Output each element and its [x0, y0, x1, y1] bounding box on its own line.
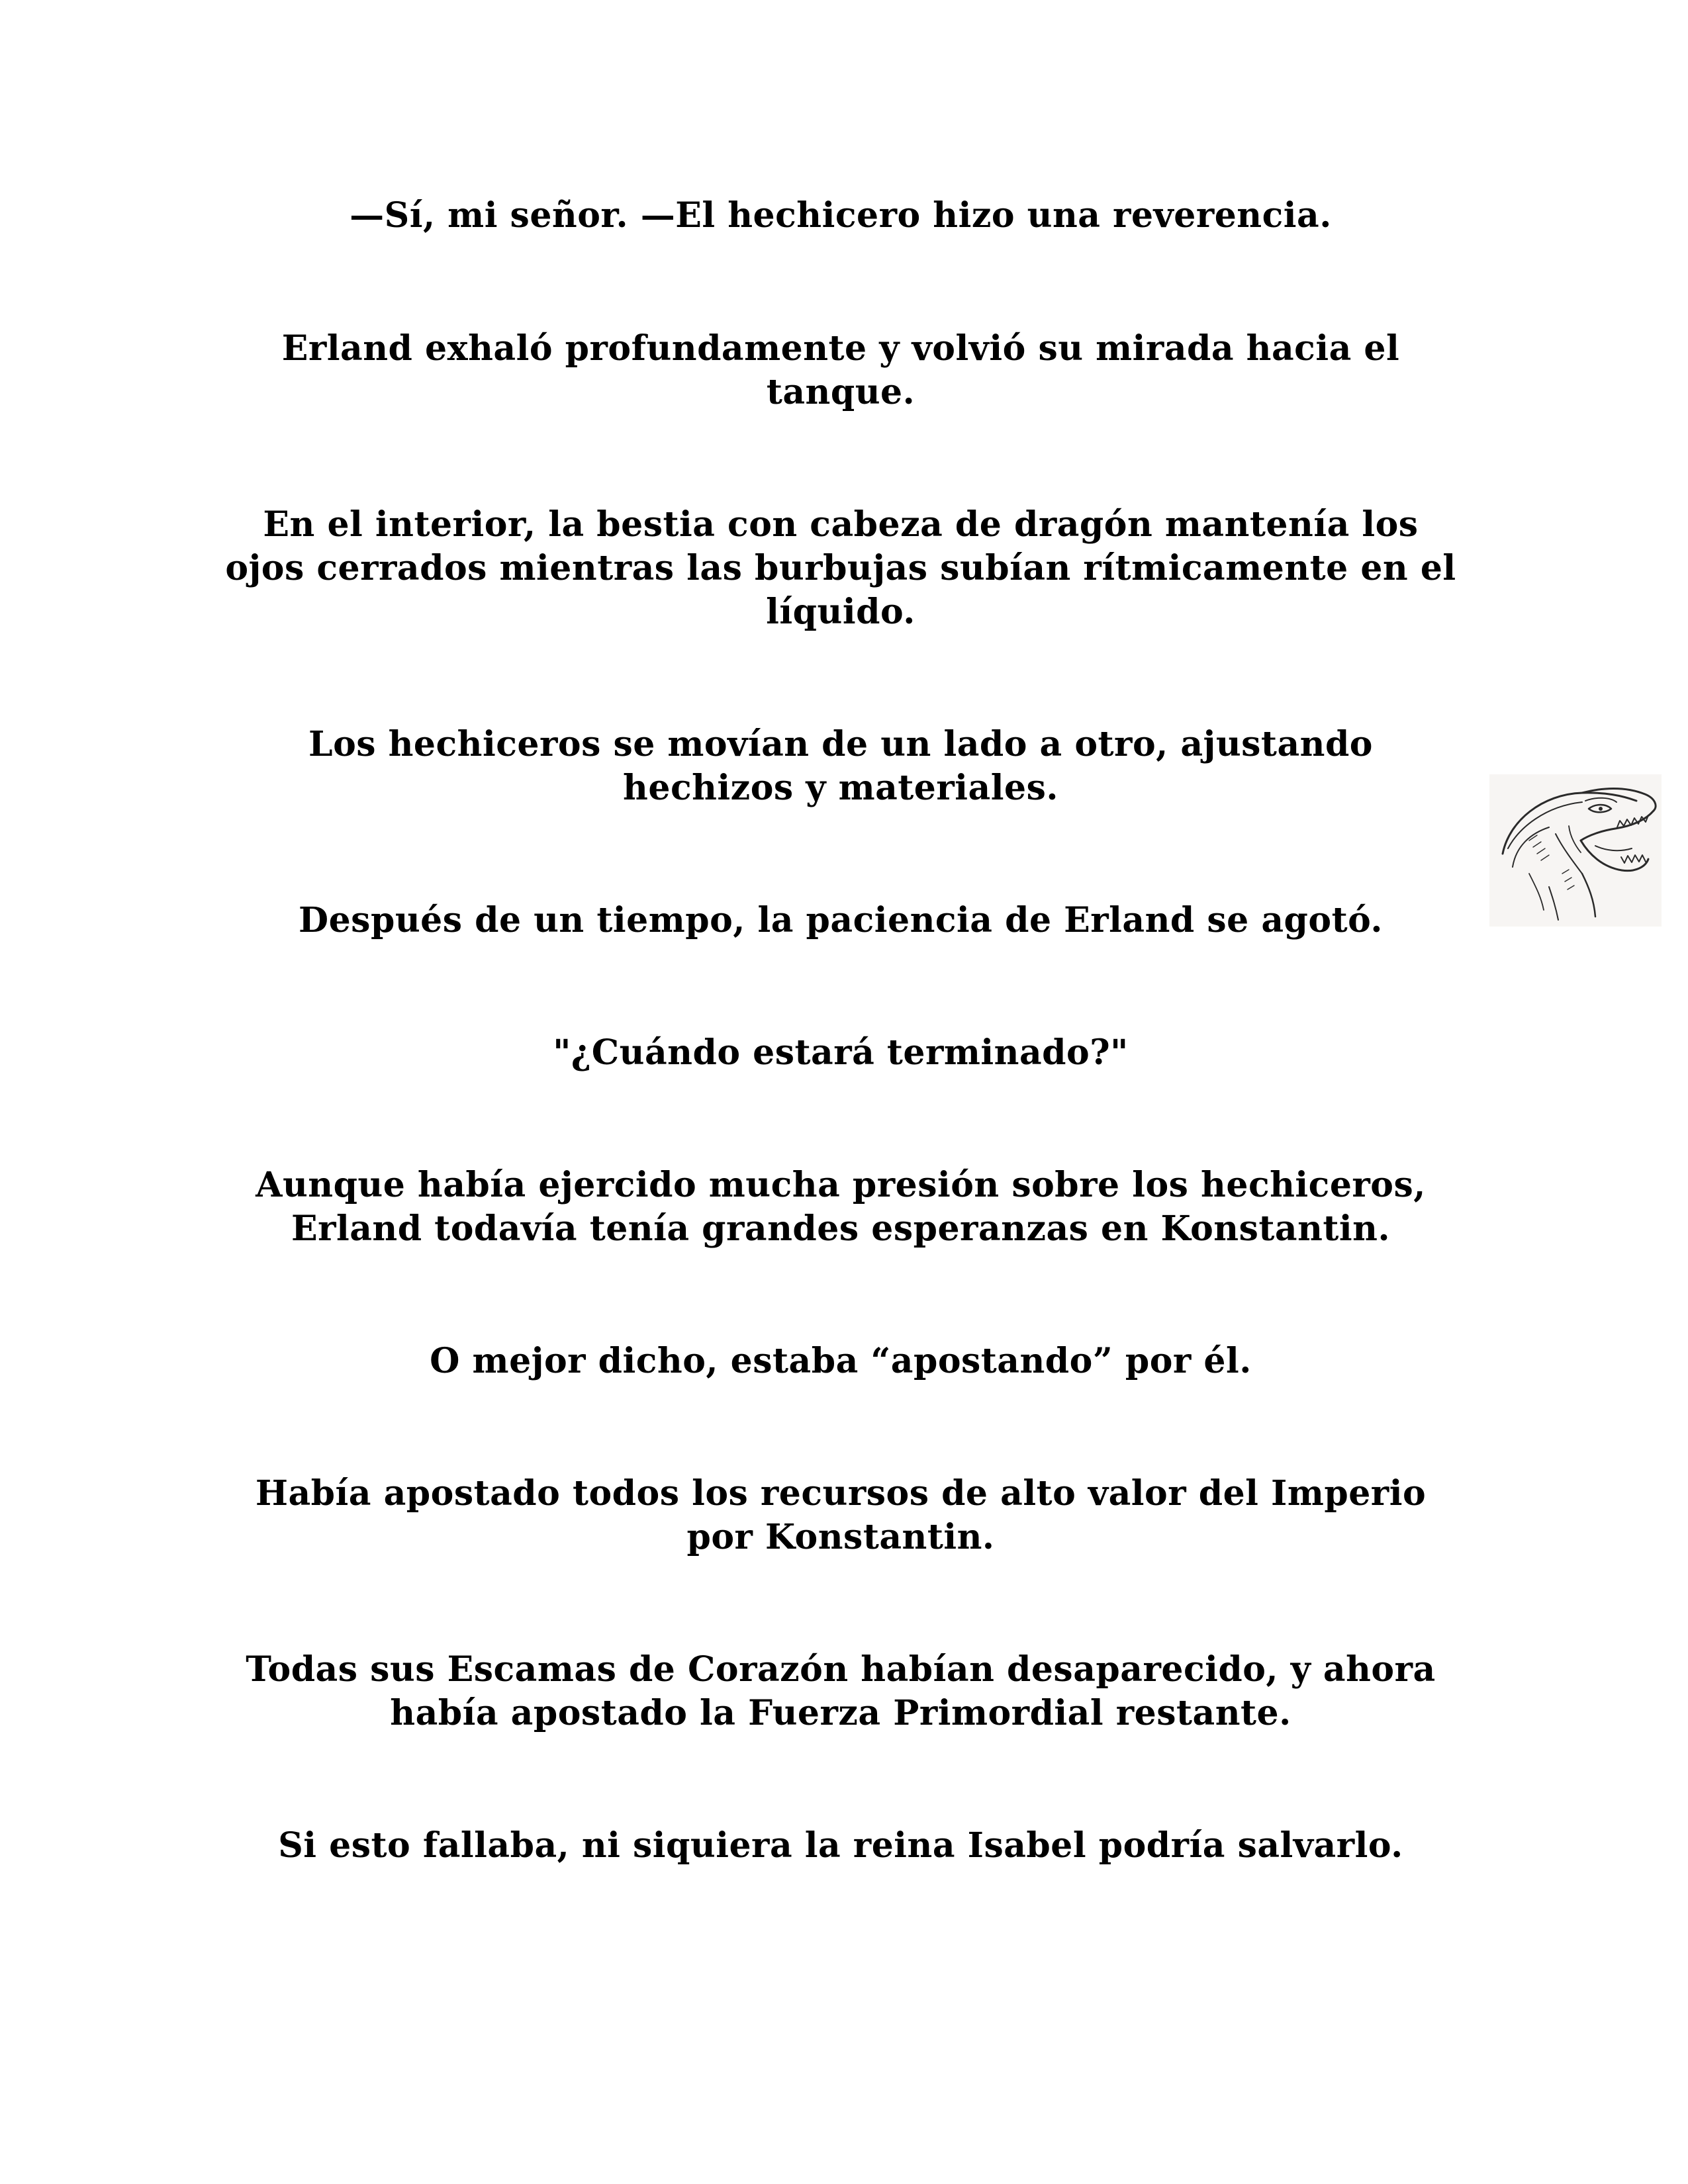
paragraph: Había apostado todos los recursos de alto valor del Imperio por Konstantin. [255, 1473, 1427, 1557]
dinosaur-head-sketch-icon [1489, 774, 1662, 927]
paragraph: Todas sus Escamas de Corazón habían desaparecido, y ahora había apostado la Fuerza Primordial restante. [246, 1649, 1436, 1733]
paragraph: "¿Cuándo estará terminado?" [553, 1032, 1129, 1073]
paragraph: Después de un tiempo, la paciencia de Erland se agotó. [299, 900, 1383, 940]
paragraph: Los hechiceros se movían de un lado a otro, ajustando hechizos y materiales. [308, 724, 1373, 808]
paragraph: En el interior, la bestia con cabeza de dragón mantenía los ojos cerrados mientras las burbujas subían rítmicamente en el líquido. [225, 504, 1456, 632]
paragraph: Erland exhaló profundamente y volvió su mirada hacia el tanque. [281, 328, 1400, 412]
paragraph: —Sí, mi señor. —El hechicero hizo una reverencia. [350, 195, 1332, 236]
paragraph: Aunque había ejercido mucha presión sobre los hechiceros, Erland todavía tenía grandes esperanzas en Konstantin. [256, 1165, 1426, 1249]
paragraph: O mejor dicho, estaba “apostando” por él. [430, 1341, 1252, 1381]
paragraph: Si esto fallaba, ni siquiera la reina Isabel podría salvarlo. [278, 1825, 1403, 1866]
